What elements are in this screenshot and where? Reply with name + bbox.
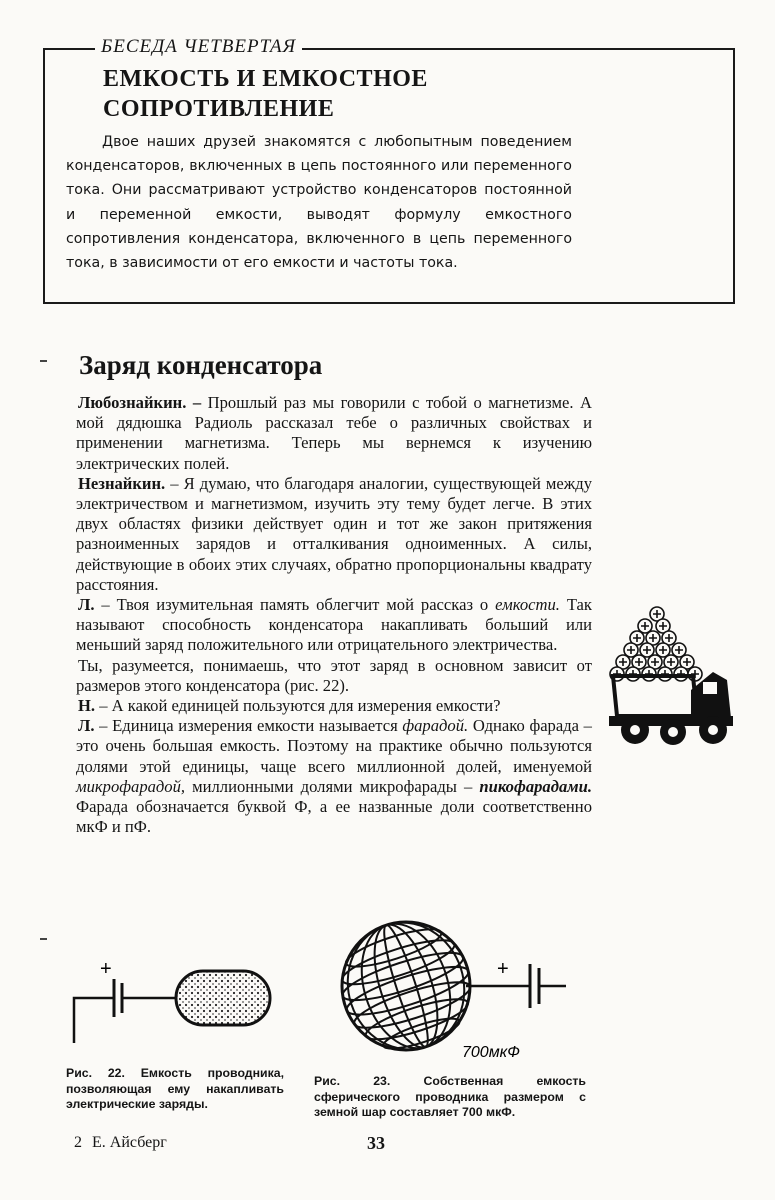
conductor [176,971,270,1025]
section-title: Заряд конденсатора [79,350,323,380]
paragraph [76,696,592,716]
globe [334,918,481,1065]
term: пикофарадами. [479,776,592,796]
paragraph [76,474,592,595]
figure-23-diagram [334,918,574,1068]
speaker-label: Любознайкин. – [78,393,202,412]
chapter-title-line1: ЕМКОСТЬ И ЕМКОСТНОЕ [103,66,428,92]
truck-illustration [605,598,735,748]
term: фарадой. [402,716,469,736]
capacitance-label: 700мкФ [462,1044,520,1061]
paragraph-text: Так называют способность конденсатора накапливать больший или меньший заряд положительного или отрицательного электричества. [76,595,592,655]
chapter-label: БЕСЕДА ЧЕТВЕРТАЯ [95,36,302,58]
chapter-title-line2: СОПРОТИВЛЕНИЕ [103,96,335,122]
paragraph-text: миллионными долями микрофарады – [185,776,480,796]
figure-22-caption: Рис. 22. Емкость проводника, позволяющая ему накапливать электрические заряды. [66,1066,284,1111]
paragraph-text: Ты, разумеется, понимаешь, что этот заряд в основном зависит от размеров этого конденсатора (рис. 22). [76,655,592,695]
dialogue-text [76,393,592,837]
term: емкости. [495,595,560,615]
speaker-label: Л. [78,595,95,615]
paragraph [76,716,592,837]
paragraph [76,393,592,474]
term: микрофарадой, [76,776,186,796]
paragraph-text: Прошлый раз мы говорили с тобой о магнетизме. А мой дядюшка Радиоль рассказал тебе о различных свойствах и применении магнетизма. Теперь мы вернемся к изучению электрических полей. [76,393,592,473]
paragraph-text: – Я думаю, что благодаря аналогии, существующей между электричеством и магнетизмом, изучить эту тему будет легче. В этих двух областях физики действует один и тот же закон притяжения разноименных зарядов и отталкивания одноименных. А силы, действующие в обоих этих случаях, обратно пропорциональны квадрату расстояния. [76,473,592,594]
speaker-label: Незнайкин. [78,473,166,493]
signature-number: 2 [74,1134,82,1151]
plus-sign: + [497,958,509,980]
chapter-summary: Двое наших друзей знакомятся с любопытным поведением конденсаторов, включенных в цепь постоянного или переменного тока. Они рассматривают устройство конденсаторов постоянной и переменной емкости, выводят формулу емкостного сопротивления конденсатора, включенного в цепь переменного тока, в зависимости от его емкости и частоты тока. [66,134,572,272]
paragraph-text: – А какой единицей пользуются для измерения емкости? [95,696,501,716]
paragraph [76,595,592,656]
paragraph-text: Фарада обозначается буквой Ф, а ее названные доли соответственно мкФ и пФ. [76,797,592,837]
paragraph [76,656,592,696]
plus-sign: + [100,958,112,980]
paragraph-text: – Твоя изумительная память облегчит мой рассказ о [94,595,496,615]
page-number: 33 [367,1133,385,1153]
margin-tick [40,360,47,362]
paragraph-text: – Единица измерения емкости называется [94,716,403,736]
figure-22-diagram [64,955,304,1055]
figure-23-caption: Рис. 23. Собственная емкость сферического проводника размером с земной шар составляет 700 мкФ. [314,1074,586,1119]
truck-body [609,672,733,745]
chapter-title [103,64,428,124]
author-name: Е. Айсберг [92,1134,167,1151]
margin-tick [40,938,47,940]
wire [74,998,176,1043]
paragraph-text: Однако фарада – это очень большая емкость. Поэтому на практике обычно пользуются долями этой единицы, чаще всего миллионной долей, именуемой [76,716,592,776]
speaker-label: Л. [78,716,95,736]
footer-signature [74,1134,167,1152]
speaker-label: Н. [78,696,96,716]
